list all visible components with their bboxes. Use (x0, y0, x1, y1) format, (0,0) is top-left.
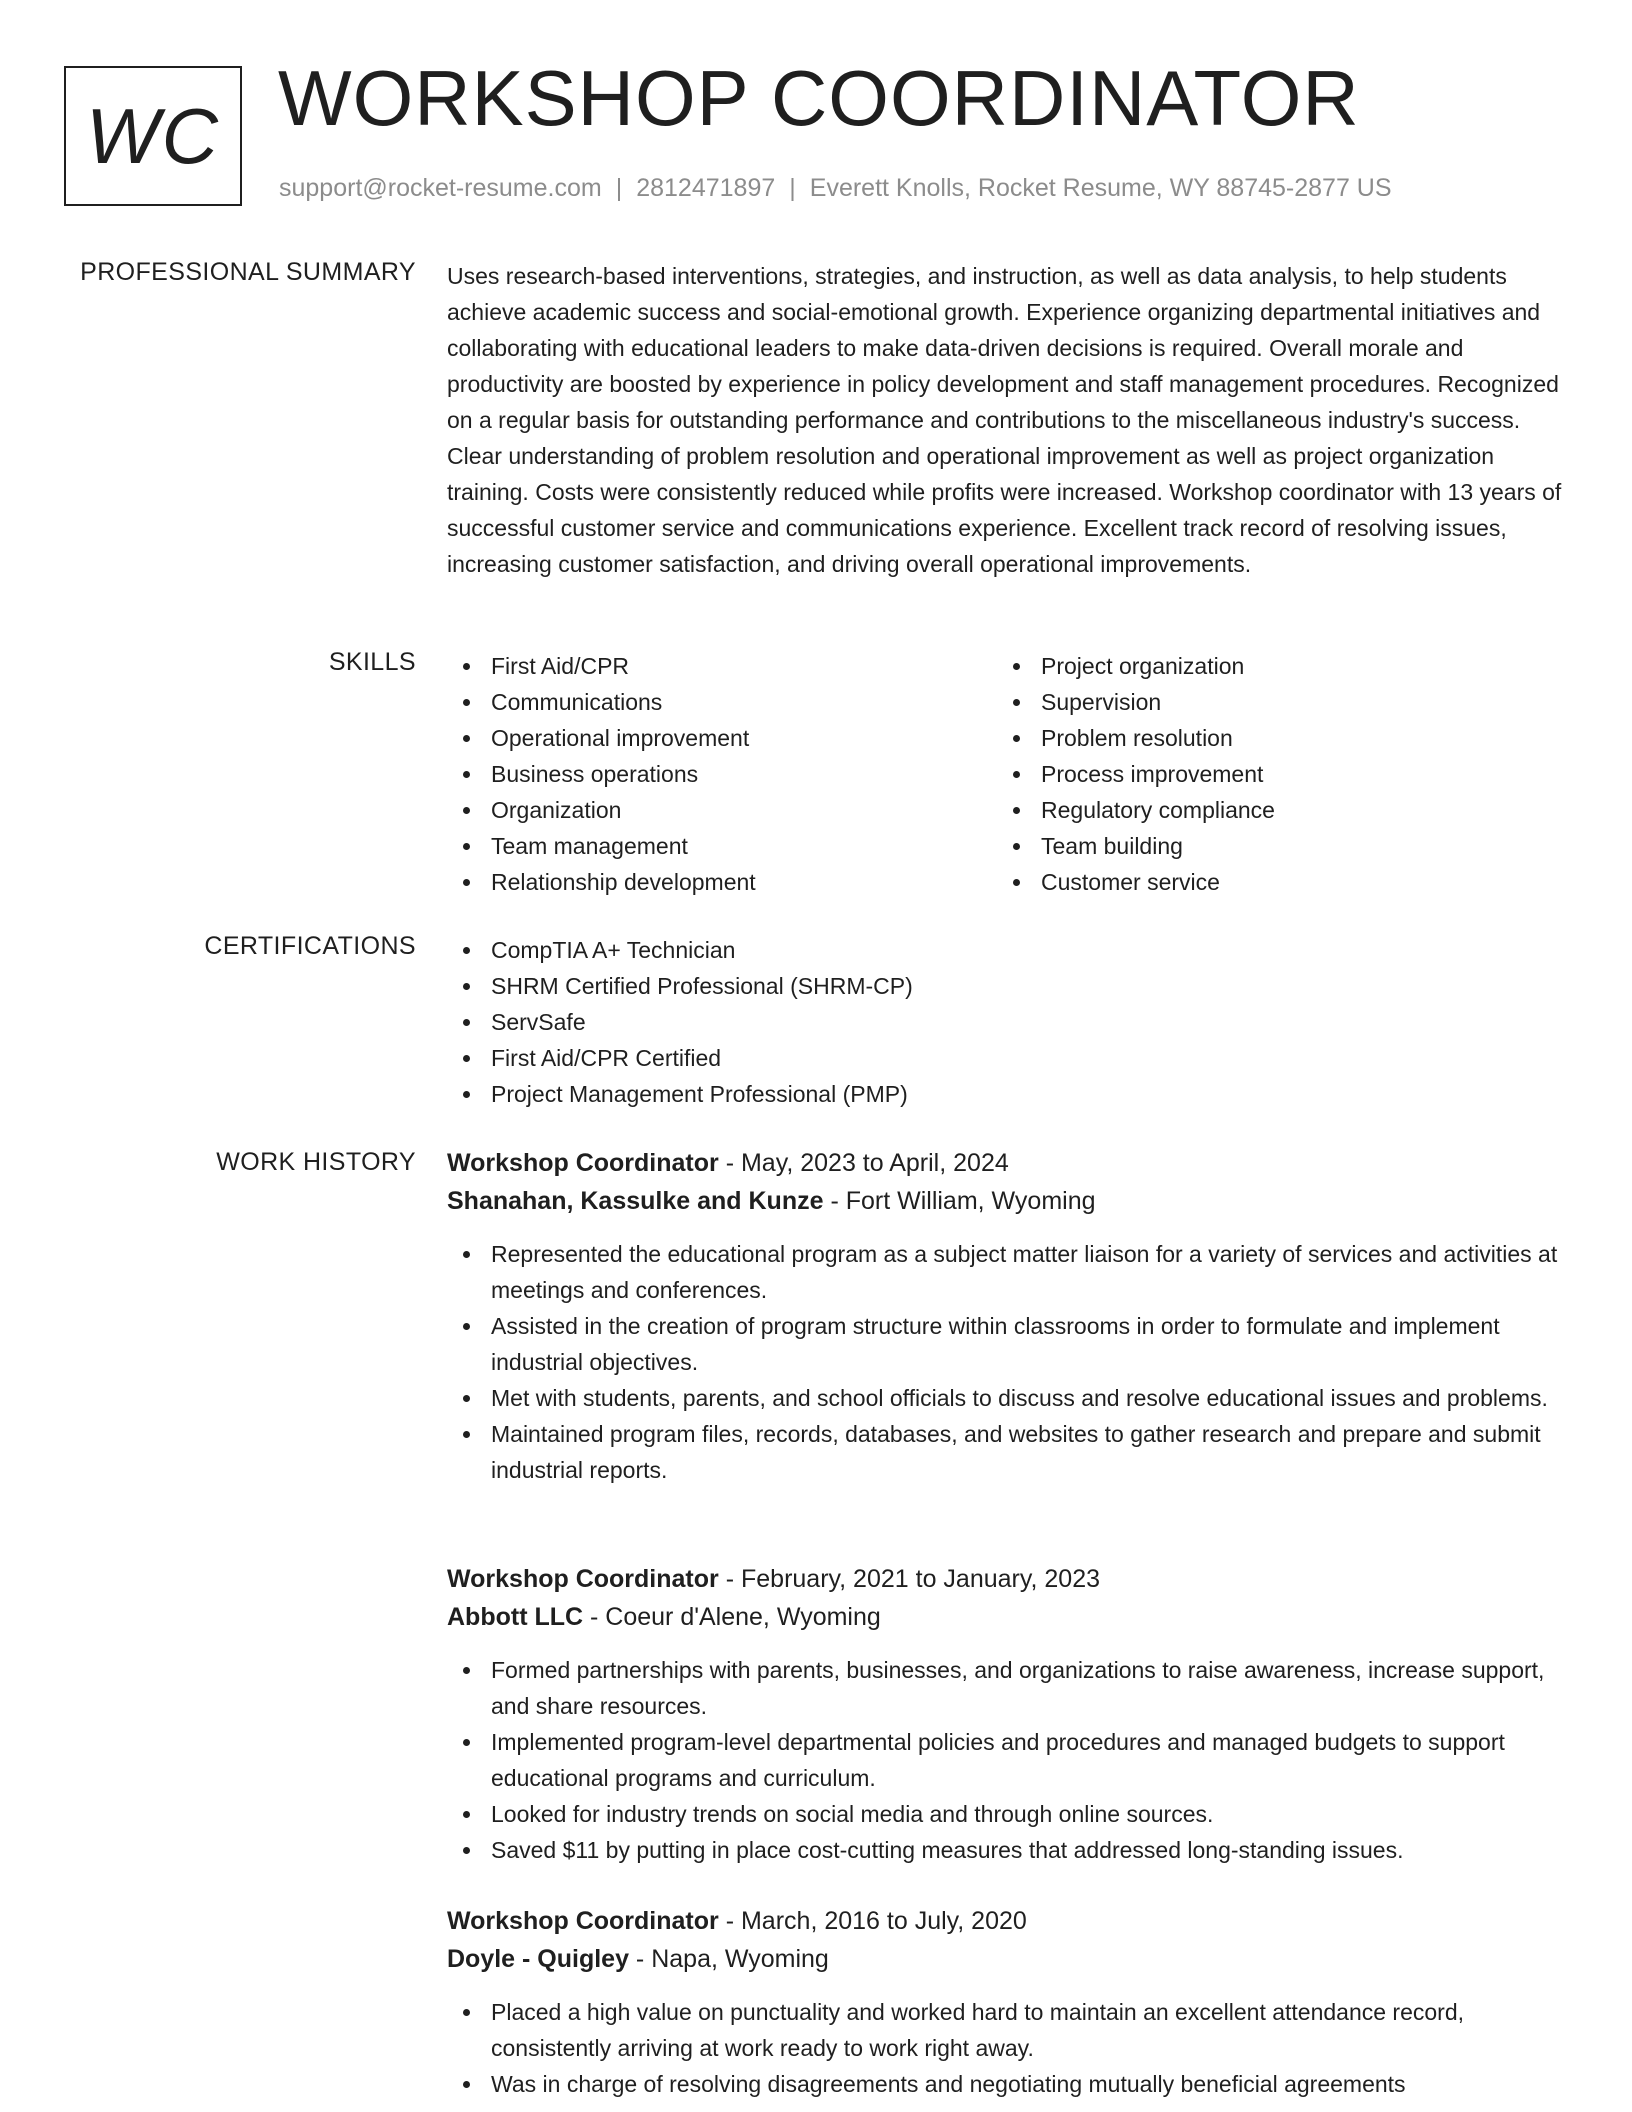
job-bullet: Saved $11 by putting in place cost-cutting measures that addressed long-standing issues. (447, 1832, 1572, 1868)
job-bullet: Represented the educational program as a subject matter liaison for a variety of services and activities at meetings and conferences. (447, 1236, 1572, 1308)
job-dates: February, 2021 to January, 2023 (740, 1565, 1101, 1593)
skill-item: Problem resolution (997, 720, 1547, 756)
job-company-line: Abbott LLC - Coeur d'Alene, Wyoming (447, 1603, 881, 1631)
skills-list-right (997, 648, 1547, 900)
job-title-line: Workshop Coordinator - March, 2016 to July, 2020 (447, 1907, 1027, 1935)
job-dates: March, 2016 to July, 2020 (740, 1907, 1027, 1935)
summary-label: PROFESSIONAL SUMMARY (80, 258, 416, 286)
work-history-label: WORK HISTORY (216, 1148, 416, 1176)
certification-item: CompTIA A+ Technician (447, 932, 1572, 968)
contact-separator: | (789, 174, 796, 202)
job-title-line: Workshop Coordinator - May, 2023 to April, 2024 (447, 1149, 1009, 1177)
certifications-list (447, 932, 1572, 1112)
contact-email[interactable]: support@rocket-resume.com (279, 174, 602, 202)
job-location: Fort William, Wyoming (845, 1187, 1096, 1215)
skill-item: Organization (447, 792, 997, 828)
certification-item: Project Management Professional (PMP) (447, 1076, 1572, 1112)
job-entry (447, 1902, 1572, 2102)
skill-item: Operational improvement (447, 720, 997, 756)
skill-item: Business operations (447, 756, 997, 792)
job-entry (447, 1560, 1572, 1868)
monogram-logo: WC (64, 66, 242, 206)
job-bullet: Was in charge of resolving disagreements and negotiating mutually beneficial agreements (447, 2066, 1572, 2102)
certification-item: SHRM Certified Professional (SHRM-CP) (447, 968, 1572, 1004)
job-company: Shanahan, Kassulke and Kunze (447, 1187, 824, 1215)
job-company: Abbott LLC (447, 1603, 584, 1631)
job-bullet: Implemented program-level departmental policies and procedures and managed budgets to support educational programs and curriculum. (447, 1724, 1572, 1796)
job-company: Doyle - Quigley (447, 1945, 629, 1973)
certification-item: First Aid/CPR Certified (447, 1040, 1572, 1076)
job-company-line: Shanahan, Kassulke and Kunze - Fort William, Wyoming (447, 1187, 1096, 1215)
job-title: Workshop Coordinator (447, 1907, 719, 1935)
contact-separator: | (615, 174, 623, 202)
certification-item: ServSafe (447, 1004, 1572, 1040)
skills-label: SKILLS (328, 648, 416, 676)
job-bullet: Placed a high value on punctuality and worked hard to maintain an excellent attendance record, consistently arriving at work ready to work right away. (447, 1994, 1572, 2066)
job-dates: May, 2023 to April, 2024 (740, 1149, 1009, 1177)
job-bullet: Maintained program files, records, databases, and websites to gather research and prepare and submit industrial reports. (447, 1416, 1572, 1488)
skill-item: Project organization (997, 648, 1547, 684)
job-bullets (447, 1236, 1572, 1488)
certifications-label: CERTIFICATIONS (204, 932, 416, 960)
skill-item: Relationship development (447, 864, 997, 900)
summary-text: Uses research-based interventions, strategies, and instruction, as well as data analysis, to help students achieve academic success and social-emotional growth. Experience organizing departmental initiatives and collaborating with educational leaders to make data-driven decisions is required. Overall morale and productivity are boosted by experience in policy development and staff management procedures. Recognized on a regular basis for outstanding performance and contributions to the miscellaneous industry's success. Clear understanding of problem resolution and operational improvement as well as project organization training. Costs were consistently reduced while profits were increased. Workshop coordinator with 13 years of successful customer service and communications experience. Excellent track record of resolving issues, increasing customer satisfaction, and driving overall operational improvements. (447, 263, 1562, 577)
job-bullet: Formed partnerships with parents, businesses, and organizations to raise awareness, increase support, and share resources. (447, 1652, 1572, 1724)
skill-item: Process improvement (997, 756, 1547, 792)
skill-item: Communications (447, 684, 997, 720)
skill-item: Team building (997, 828, 1547, 864)
job-location: Napa, Wyoming (651, 1945, 829, 1973)
job-title-line: Workshop Coordinator - February, 2021 to January, 2023 (447, 1565, 1101, 1593)
job-bullets (447, 1994, 1572, 2102)
job-entry (447, 1144, 1572, 1488)
job-bullet: Looked for industry trends on social media and through online sources. (447, 1796, 1572, 1832)
job-title: Workshop Coordinator (447, 1565, 719, 1593)
job-bullet: Met with students, parents, and school officials to discuss and resolve educational issues and problems. (447, 1380, 1572, 1416)
resume-title: WORKSHOP COORDINATOR (278, 54, 1360, 142)
skill-item: Team management (447, 828, 997, 864)
skill-item: First Aid/CPR (447, 648, 997, 684)
contact-phone[interactable]: 2812471897 (636, 174, 776, 202)
skill-item: Regulatory compliance (997, 792, 1547, 828)
job-bullet: Assisted in the creation of program structure within classrooms in order to formulate and implement industrial objectives. (447, 1308, 1572, 1380)
job-location: Coeur d'Alene, Wyoming (605, 1603, 881, 1631)
job-company-line: Doyle - Quigley - Napa, Wyoming (447, 1945, 829, 1973)
skill-item: Supervision (997, 684, 1547, 720)
contact-line (279, 174, 1392, 203)
job-title: Workshop Coordinator (447, 1149, 719, 1177)
skills-list-left (447, 648, 997, 900)
job-bullets (447, 1652, 1572, 1868)
skill-item: Customer service (997, 864, 1547, 900)
contact-address: Everett Knolls, Rocket Resume, WY 88745-2877 US (809, 174, 1392, 202)
